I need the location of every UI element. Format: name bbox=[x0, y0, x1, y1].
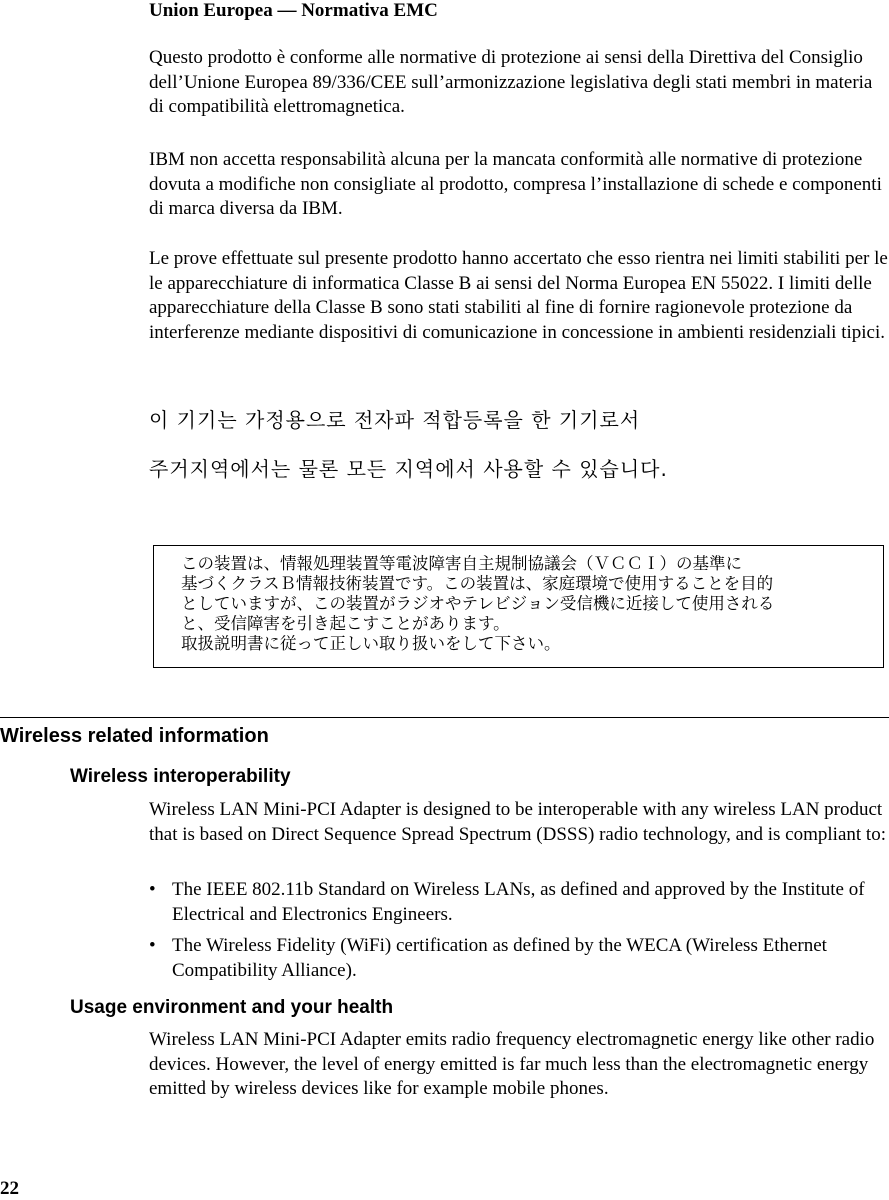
vcci-notice-text: この装置は、情報処理装置等電波障害自主規制協議会（ＶＣＣＩ）の基準に 基づくクラスＢ情報技術装置です。この装置は、家庭環境で使用することを目的 としていますが、この装置がラジオやテレビジョン受信機に近接して使用される と、受信障害を引き起こすことがあります。 取扱説明書に従って正しい取り扱いをして下さい。 bbox=[181, 554, 775, 653]
compliance-item-wifi: The Wireless Fidelity (WiFi) certification as defined by the WECA (Wireless Ethernet Compatibility Alliance). bbox=[172, 935, 827, 981]
bullet-marker: • bbox=[149, 935, 156, 956]
page-number: 22 bbox=[0, 1178, 19, 1199]
usage-health-heading: Usage environment and your health bbox=[70, 997, 394, 1018]
emc-paragraph-responsibility: IBM non accetta responsabilità alcuna per la mancata conformità alle normative di protezione dovuta a modifiche non consigliate al prodotto, compresa l’installazione di schede e componenti di marca diversa da IBM. bbox=[149, 149, 882, 220]
wireless-section-title: Wireless related information bbox=[0, 725, 269, 747]
korean-notice-line-1: 이 기기는 가정용으로 전자파 적합등록을 한 기기로서 bbox=[149, 408, 641, 432]
vcci-notice-box bbox=[153, 545, 884, 668]
bullet-marker: • bbox=[149, 879, 156, 900]
compliance-item-ieee: The IEEE 802.11b Standard on Wireless LANs, as defined and approved by the Institute of Electrical and Electronics Engineers. bbox=[172, 879, 865, 925]
emc-section-title: Union Europea — Normativa EMC bbox=[149, 0, 438, 21]
usage-health-text: Wireless LAN Mini-PCI Adapter emits radio frequency electromagnetic energy like other radio devices. However, the level of energy emitted is far much less than the electromagnetic energy emitted by wireless devices like for example mobile phones. bbox=[149, 1029, 875, 1100]
section-divider bbox=[0, 717, 889, 718]
interoperability-heading: Wireless interoperability bbox=[70, 766, 291, 787]
korean-notice-line-2: 주거지역에서는 물론 모든 지역에서 사용할 수 있습니다. bbox=[149, 457, 668, 481]
interoperability-intro: Wireless LAN Mini-PCI Adapter is designed to be interoperable with any wireless LAN product that is based on Direct Sequence Spread Spectrum (DSSS) radio technology, and is compliant to: bbox=[149, 799, 886, 845]
emc-paragraph-class-b: Le prove effettuate sul presente prodotto hanno accertato che esso rientra nei limiti stabiliti per le le apparecchiature di informatica Classe B ai sensi del Norma Europea EN 55022. I limiti delle apparecchiature della Classe B sono stati stabiliti al fine di fornire ragionevole protezione da interferenze mediante dispositivi di comunicazione in concessione in ambienti residenziali tipici. bbox=[149, 248, 888, 343]
emc-paragraph-directive: Questo prodotto è conforme alle normative di protezione ai sensi della Direttiva del Consiglio dell’Unione Europea 89/336/CEE sull’armonizzazione legislativa degli stati membri in materia di compatibilità elettromagnetica. bbox=[149, 47, 873, 118]
